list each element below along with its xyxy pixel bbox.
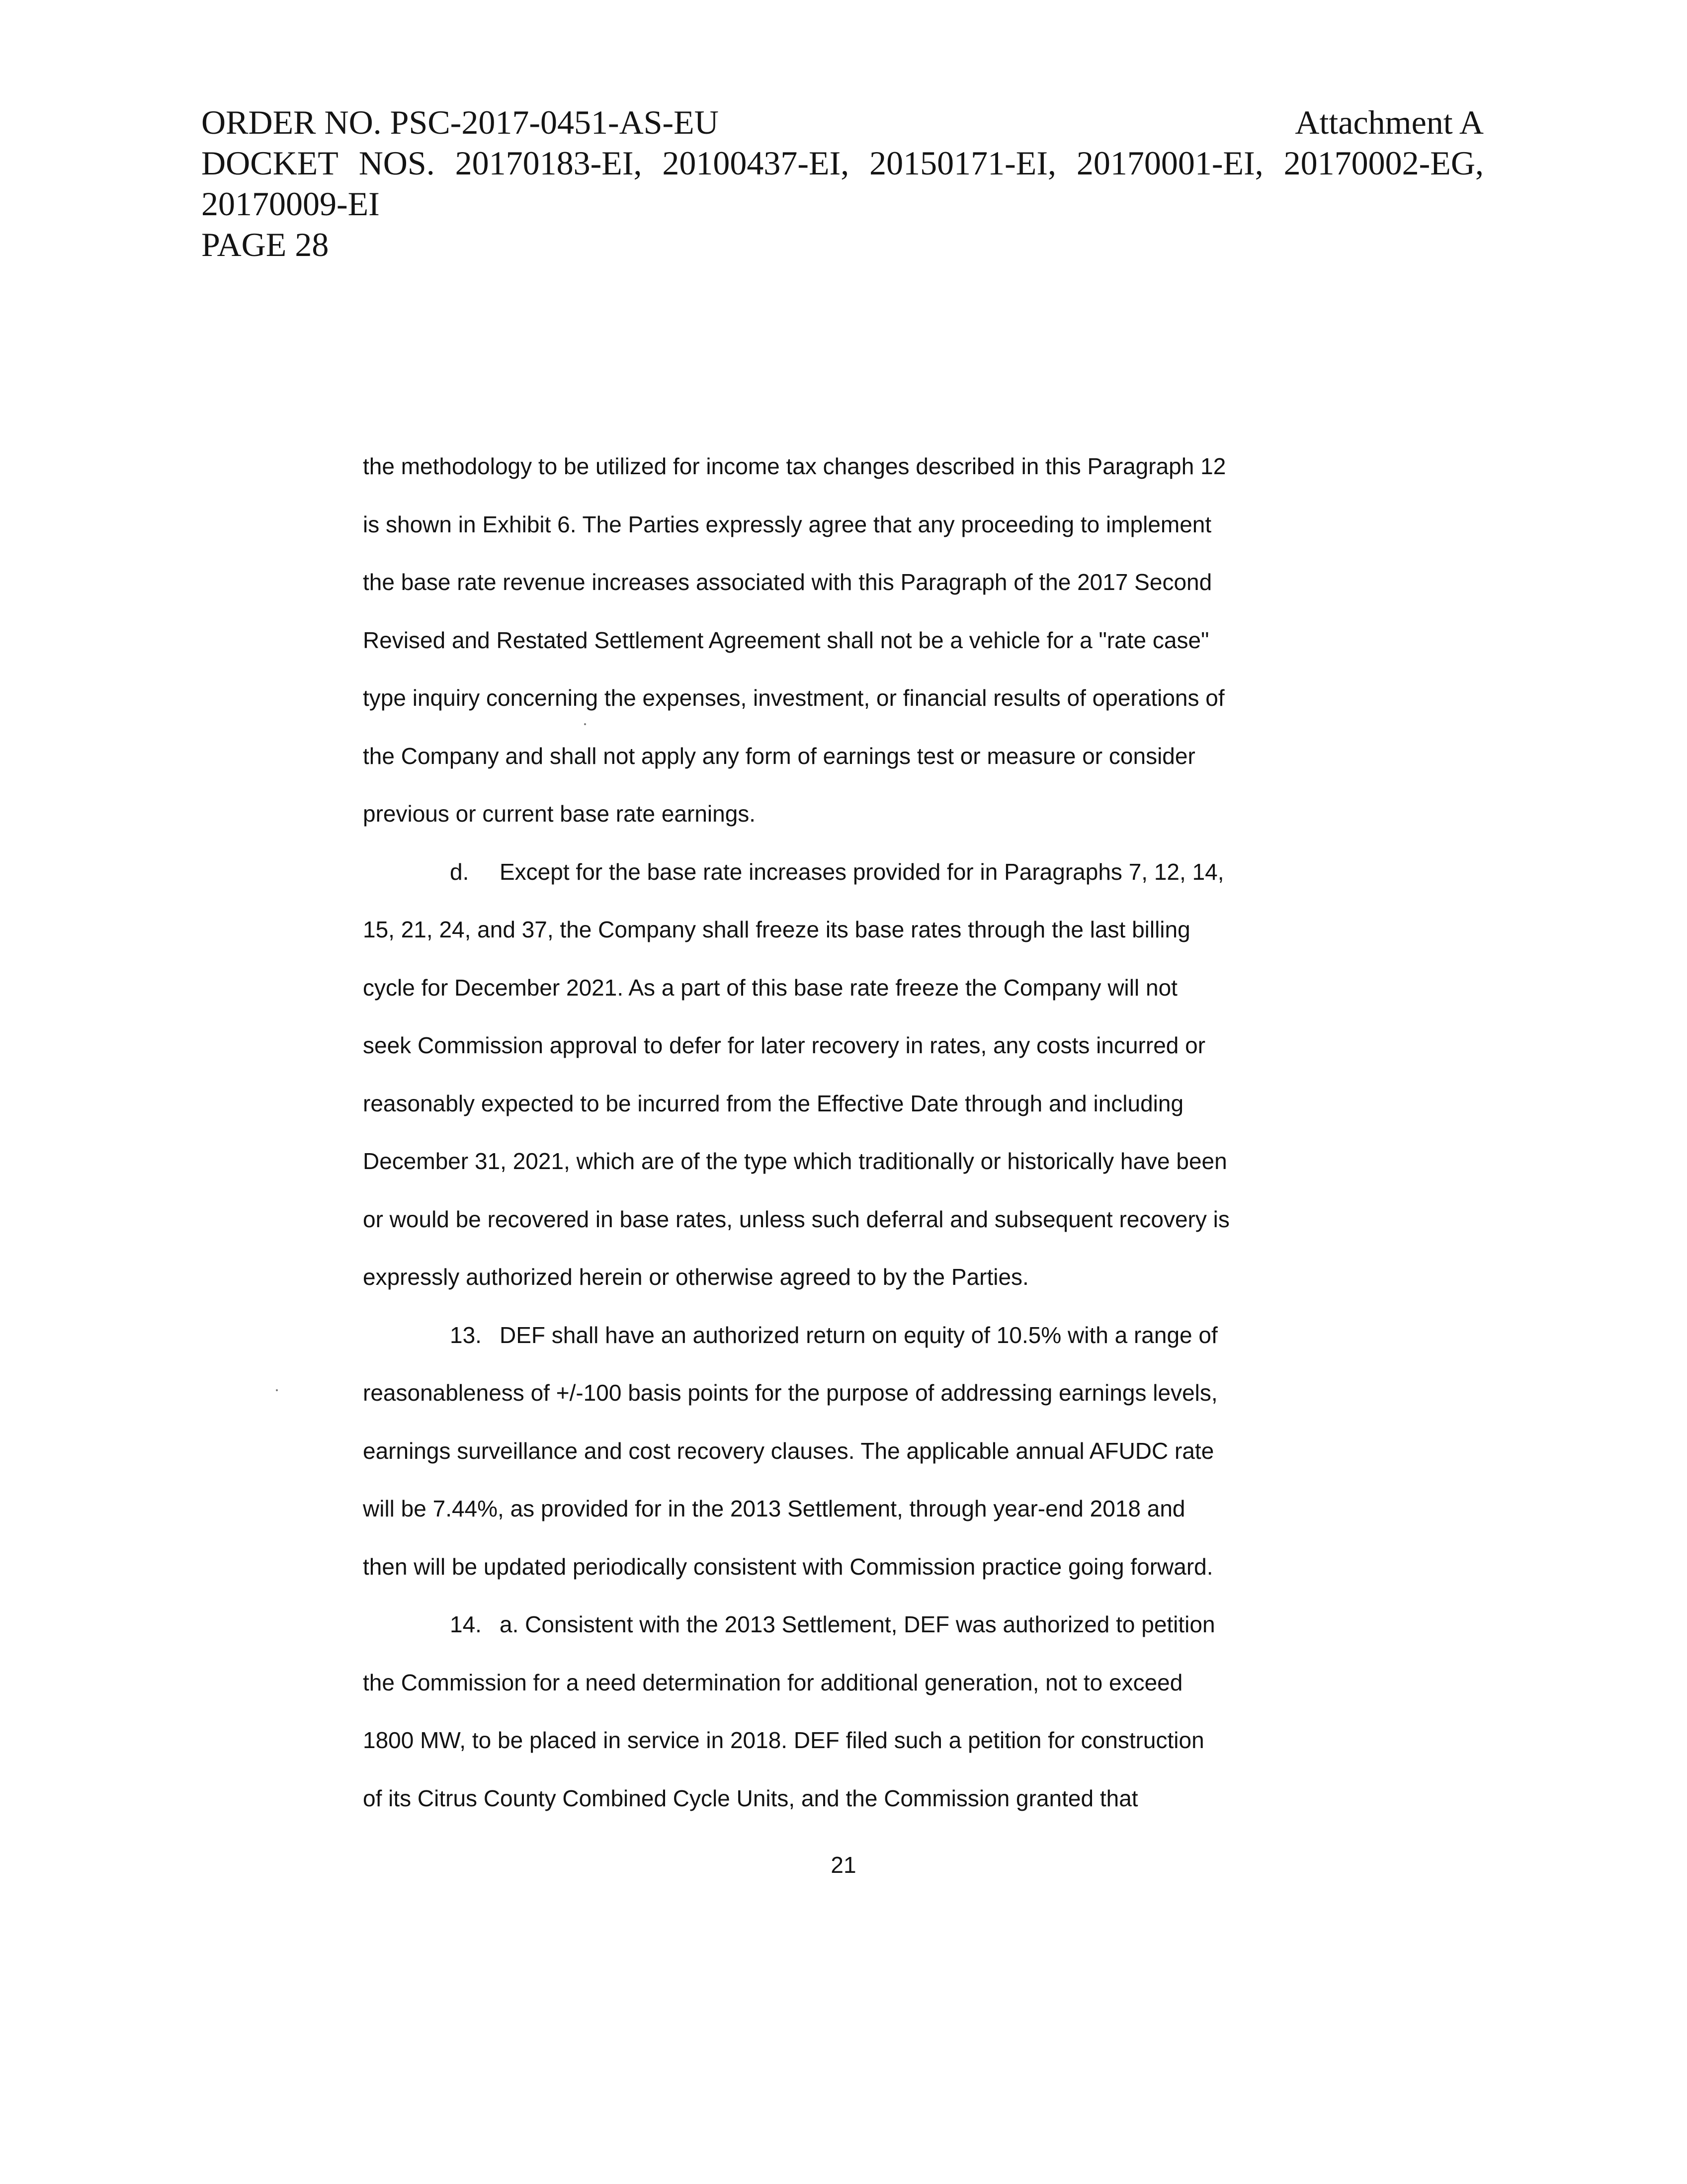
text-line: type inquiry concerning the expenses, investment, or financial results of operations of	[363, 685, 1225, 711]
text-line: December 31, 2021, which are of the type which traditionally or historically have been	[363, 1148, 1227, 1174]
text-line: is shown in Exhibit 6. The Parties expressly agree that any proceeding to implement	[363, 511, 1212, 537]
text-line: Revised and Restated Settlement Agreement shall not be a vehicle for a "rate case"	[363, 627, 1209, 653]
paragraph-text: a. Consistent with the 2013 Settlement, DEF was authorized to petition	[500, 1611, 1215, 1637]
paragraph-start-line	[363, 1306, 1322, 1364]
document-body	[363, 437, 1322, 1827]
docket-item: 20100437-EI,	[662, 144, 849, 182]
text-line: previous or current base rate earnings.	[363, 801, 756, 827]
scan-speck	[584, 723, 586, 725]
paragraph-number: 13.	[450, 1322, 482, 1348]
document-header	[201, 102, 1484, 265]
page-number: 21	[831, 1852, 856, 1878]
docket-item: 20150171-EI,	[869, 144, 1056, 182]
docket-item: 20170001-EI,	[1076, 144, 1264, 182]
text-line: the Commission for a need determination for additional generation, not to exceed	[363, 1669, 1183, 1695]
text-line: or would be recovered in base rates, unless such deferral and subsequent recovery is	[363, 1206, 1230, 1232]
text-line: expressly authorized herein or otherwise agreed to by the Parties.	[363, 1264, 1029, 1290]
scan-speck	[276, 1389, 278, 1391]
text-line: will be 7.44%, as provided for in the 2013 Settlement, through year-end 2018 and	[363, 1496, 1185, 1521]
page-label: PAGE 28	[201, 226, 329, 263]
paragraph-number: d.	[450, 858, 469, 885]
docket-item: 20170183-EI,	[455, 144, 642, 182]
paragraph-number: 14.	[450, 1611, 482, 1637]
text-line: the Company and shall not apply any form of earnings test or measure or consider	[363, 743, 1195, 769]
text-line: of its Citrus County Combined Cycle Units, and the Commission granted that	[363, 1785, 1138, 1811]
paragraph-text: Except for the base rate increases provided for in Paragraphs 7, 12, 14,	[500, 858, 1224, 885]
order-line	[201, 102, 1484, 143]
paragraph-start-line	[363, 843, 1322, 901]
text-line: cycle for December 2021. As a part of this base rate freeze the Company will not	[363, 974, 1178, 1001]
attachment-label: Attachment A	[1295, 103, 1484, 141]
text-line: 15, 21, 24, and 37, the Company shall freeze its base rates through the last billing	[363, 917, 1190, 942]
text-line: seek Commission approval to defer for later recovery in rates, any costs incurred or	[363, 1032, 1206, 1058]
text-line: earnings surveillance and cost recovery clauses. The applicable annual AFUDC rate	[363, 1437, 1214, 1464]
paragraph-start-line	[363, 1596, 1322, 1654]
text-line: 1800 MW, to be placed in service in 2018. DEF filed such a petition for construction	[363, 1727, 1204, 1753]
docket-item: DOCKET	[201, 144, 338, 182]
text-line: the base rate revenue increases associated with this Paragraph of the 2017 Second	[363, 569, 1212, 595]
text-line: reasonably expected to be incurred from the Effective Date through and including	[363, 1090, 1184, 1116]
docket-numbers	[201, 143, 1484, 183]
docket-continued: 20170009-EI	[201, 185, 380, 223]
order-number: ORDER NO. PSC-2017-0451-AS-EU	[201, 103, 719, 141]
docket-item: NOS.	[358, 144, 435, 182]
text-line: then will be updated periodically consistent with Commission practice going forward.	[363, 1553, 1213, 1580]
text-line: the methodology to be utilized for income tax changes described in this Paragraph 12	[363, 453, 1226, 479]
docket-item: 20170002-EG,	[1283, 144, 1484, 182]
text-line: reasonableness of +/-100 basis points for the purpose of addressing earnings levels,	[363, 1380, 1218, 1406]
paragraph-text: DEF shall have an authorized return on equity of 10.5% with a range of	[500, 1322, 1218, 1348]
